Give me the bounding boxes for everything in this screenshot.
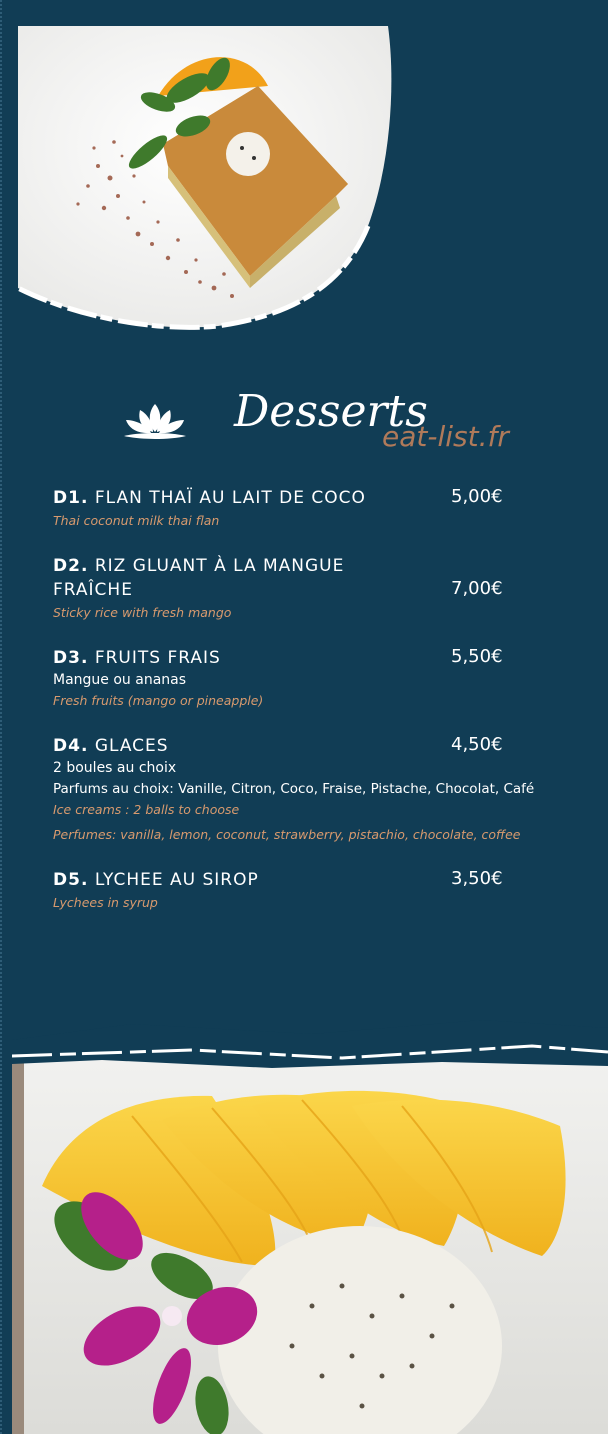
item-title: RIZ GLUANT À LA MANGUE FRAÎCHE bbox=[53, 556, 345, 600]
watermark: eat-list.fr bbox=[382, 420, 509, 453]
menu-item-d5 bbox=[53, 868, 573, 914]
item-code: D3. bbox=[53, 648, 89, 668]
item-english: Lychees in syrup bbox=[53, 895, 158, 910]
item-french: Mangue ou ananas bbox=[53, 672, 187, 688]
item-title: GLACES bbox=[94, 736, 169, 756]
menu-item-d2 bbox=[53, 554, 573, 624]
menu-item-d1 bbox=[53, 486, 573, 532]
item-code: D5. bbox=[53, 870, 89, 890]
item-code: D1. bbox=[53, 488, 89, 508]
menu-item-d3 bbox=[53, 646, 573, 712]
item-code: D2. bbox=[53, 556, 89, 576]
item-english-flavours: Perfumes: vanilla, lemon, coconut, strawberry, pistachio, chocolate, coffee bbox=[53, 827, 521, 842]
section-title-row bbox=[120, 386, 520, 462]
menu-item-d4 bbox=[53, 734, 573, 846]
page-border bbox=[0, 0, 4, 1434]
item-flavours: Parfums au choix: Vanille, Citron, Coco, Fraise, Pistache, Chocolat, Café bbox=[53, 781, 535, 797]
item-title: FRUITS FRAIS bbox=[94, 648, 221, 668]
flan-photo bbox=[18, 26, 396, 332]
item-price: 5,00€ bbox=[451, 486, 503, 507]
item-name bbox=[53, 554, 423, 602]
item-title: FLAN THAÏ AU LAIT DE COCO bbox=[94, 488, 366, 508]
item-price: 4,50€ bbox=[451, 734, 503, 755]
item-french: 2 boules au choix bbox=[53, 760, 177, 776]
item-price: 3,50€ bbox=[451, 868, 503, 889]
section-title: Desserts bbox=[234, 386, 428, 437]
item-name bbox=[53, 868, 423, 892]
item-english: Sticky rice with fresh mango bbox=[53, 605, 232, 620]
item-name bbox=[53, 734, 423, 758]
item-english: Fresh fruits (mango or pineapple) bbox=[53, 693, 264, 708]
item-english: Thai coconut milk thai flan bbox=[53, 513, 220, 528]
item-price: 7,00€ bbox=[451, 578, 503, 599]
dessert-menu bbox=[53, 486, 573, 936]
item-title: LYCHEE AU SIROP bbox=[94, 870, 259, 890]
item-name bbox=[53, 646, 423, 670]
lotus-icon bbox=[120, 400, 190, 440]
item-english: Ice creams : 2 balls to choose bbox=[53, 802, 240, 817]
item-price: 5,50€ bbox=[451, 646, 503, 667]
item-code: D4. bbox=[53, 736, 89, 756]
item-name bbox=[53, 486, 423, 510]
mango-sticky-rice-photo bbox=[12, 1016, 608, 1434]
